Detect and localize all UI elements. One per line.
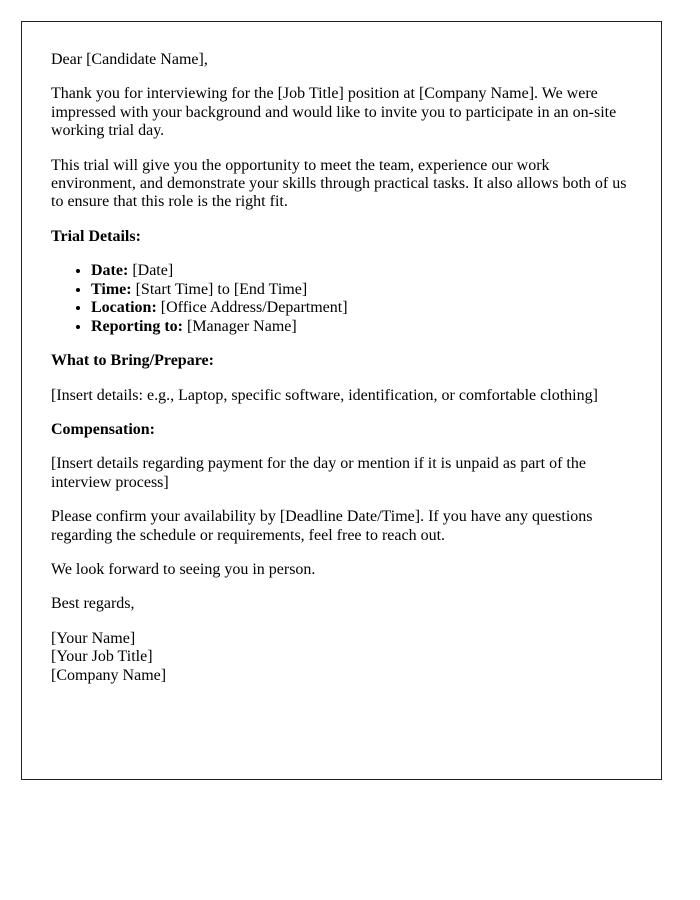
trial-detail-time-value: [Start Time] to [End Time] — [131, 280, 308, 298]
closing-text: We look forward to seeing you in person. — [51, 561, 316, 579]
trial-detail-reporting — [91, 318, 633, 337]
trial-detail-date-value: [Date] — [128, 262, 174, 280]
signoff: Best regards, — [51, 595, 135, 613]
intro-paragraph-2: This trial will give you the opportunity to meet the team, experience our work environment, and demonstrate your skills through practical tasks. It also allows both of us to ensure that this role is the right fit. — [51, 156, 627, 211]
trial-details-list — [51, 262, 633, 336]
trial-detail-reporting-label: Reporting to: — [91, 317, 183, 335]
signature-block — [51, 630, 633, 685]
signature-name: [Your Name] — [51, 629, 136, 647]
letter-document — [21, 21, 662, 780]
trial-detail-location-label: Location: — [91, 299, 157, 317]
trial-detail-date-label: Date: — [91, 262, 129, 280]
trial-detail-location-value: [Office Address/Department] — [156, 299, 348, 317]
compensation-heading: Compensation: — [51, 421, 156, 439]
compensation-text: [Insert details regarding payment for the day or mention if it is unpaid as part of the interview process] — [51, 455, 586, 491]
intro-paragraph-1: Thank you for interviewing for the [Job Title] position at [Company Name]. We were impressed with your background and would like to invite you to participate in an on-site working trial day. — [51, 85, 617, 140]
signature-job-title: [Your Job Title] — [51, 648, 153, 666]
trial-detail-location — [91, 299, 633, 318]
trial-detail-time-label: Time: — [91, 280, 132, 298]
bring-prepare-heading: What to Bring/Prepare: — [51, 352, 214, 370]
trial-detail-date — [91, 262, 633, 281]
bring-prepare-text: [Insert details: e.g., Laptop, specific software, identification, or comfortable clothing] — [51, 386, 598, 404]
confirm-availability-text: Please confirm your availability by [Deadline Date/Time]. If you have any questions regarding the schedule or requirements, feel free to reach out. — [51, 508, 593, 544]
signature-company: [Company Name] — [51, 666, 167, 684]
salutation: Dear [Candidate Name], — [51, 51, 208, 68]
trial-detail-reporting-value: [Manager Name] — [182, 317, 297, 335]
trial-detail-time — [91, 281, 633, 300]
trial-details-heading: Trial Details: — [51, 227, 141, 245]
